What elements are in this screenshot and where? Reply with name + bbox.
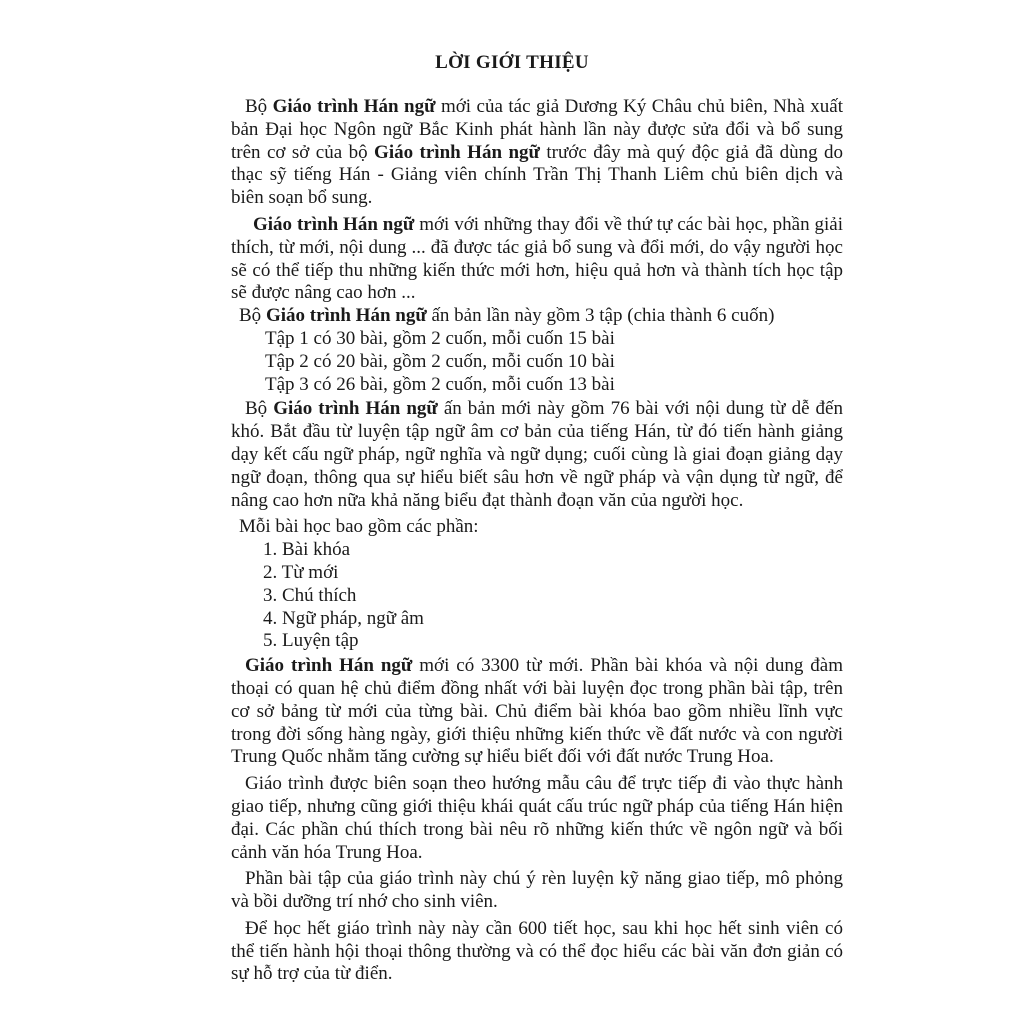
paragraph-structure	[231, 398, 843, 512]
lesson-part-item: 2. Từ mới	[263, 561, 339, 583]
paragraph-vocabulary	[231, 655, 843, 769]
book-name-bold: Giáo trình Hán ngữ	[273, 398, 438, 420]
paragraph-method: Giáo trình được biên soạn theo hướng mẫu câu để trực tiếp đi vào thực hành giao tiếp, nhưng cũng giới thiệu khái quát cấu trúc ngữ pháp của tiếng Hán hiện đại. Các phần chú thích trong bài nêu rõ những kiến thức về ngôn ngữ và bối cảnh văn hóa Trung Hoa.	[231, 773, 843, 863]
paragraph-exercises: Phần bài tập của giáo trình này chú ý rèn luyện kỹ năng giao tiếp, mô phỏng và bồi dưỡng trí nhớ cho sinh viên.	[231, 868, 843, 913]
volume-line: Tập 1 có 30 bài, gồm 2 cuốn, mỗi cuốn 15 bài	[265, 327, 615, 349]
text-run: ấn bản lần này gồm 3 tập (chia thành 6 cuốn)	[426, 305, 775, 327]
book-name-bold: Giáo trình Hán ngữ	[265, 305, 427, 327]
volume-line: Tập 3 có 26 bài, gồm 2 cuốn, mỗi cuốn 13 bài	[265, 373, 615, 395]
paragraph-duration: Để học hết giáo trình này này cần 600 tiết học, sau khi học hết sinh viên có thể tiến hành hội thoại thông thường và có thể đọc hiểu các bài văn đơn giản có sự hỗ trợ của từ điển.	[231, 917, 843, 985]
volumes-intro	[231, 305, 843, 328]
page-title: LỜI GIỚI THIỆU	[435, 52, 589, 73]
lesson-part-item: 5. Luyện tập	[263, 630, 359, 652]
text-run: mới với những thay đổi về thứ tự các bài học, phần giải thích, từ mới, nội dung ... đã được tác giả bổ sung và đổi mới, do vậy người học sẽ có thể tiếp thu những kiến thức mới hơn, hiệu quả hơn và thành tích học tập sẽ được nâng cao hơn ...	[231, 213, 843, 304]
paragraph-changes	[231, 214, 843, 305]
text-run: Bộ	[239, 305, 266, 327]
lesson-part-item: 3. Chú thích	[263, 584, 357, 606]
text-run: trước đây mà quý độc giả đã dùng do thạc sỹ tiếng Hán - Giảng viên chính Trần Thị Thanh Liêm chủ biên dịch và biên soạn bổ sung.	[231, 141, 844, 209]
book-name-bold: Giáo trình Hán ngữ	[253, 213, 415, 235]
paragraph-intro	[231, 96, 843, 210]
text-run: mới của tác giả Dương Ký Châu chủ biên, Nhà xuất bản Đại học Ngôn ngữ Bắc Kinh phát hành lần này được sửa đổi và bổ sung trên cơ sở của bộ	[231, 96, 843, 163]
text-run: Bộ	[245, 96, 273, 117]
book-name-bold: Giáo trình Hán ngữ	[374, 141, 540, 163]
lesson-part-item: 4. Ngữ pháp, ngữ âm	[263, 607, 424, 629]
lessons-intro: Mỗi bài học bao gồm các phần:	[239, 516, 479, 538]
text-run: Bộ	[245, 398, 274, 420]
volume-line: Tập 2 có 20 bài, gồm 2 cuốn, mỗi cuốn 10 bài	[265, 350, 615, 372]
document-body	[231, 96, 843, 990]
text-run: ấn bản mới này gồm 76 bài với nội dung từ dễ đến khó. Bắt đầu từ luyện tập ngữ âm cơ bản của tiếng Hán, từ đó tiến hành giảng dạy kết cấu ngữ pháp, ngữ nghĩa và ngữ dụng; cuối cùng là giai đoạn giảng dạy ngữ đoạn, thông qua sự hiểu biết sâu hơn về ngữ pháp và vận dụng từ ngữ, để nâng cao hơn nữa khả năng biểu đạt thành đoạn văn của người học.	[231, 398, 843, 511]
lesson-part-item: 1. Bài khóa	[263, 539, 351, 561]
text-run: mới có 3300 từ mới. Phần bài khóa và nội dung đàm thoại có quan hệ chủ điểm đồng nhất với bài luyện đọc trong phần bài tập, trên cơ sở bảng từ mới của từng bài. Chủ điểm bài khóa bao gồm nhiều lĩnh vực trong đời sống hàng ngày, giới thiệu những kiến thức về đất nước và con người Trung Quốc nhằm tăng cường sự hiểu biết đối với đất nước Trung Hoa.	[231, 655, 843, 768]
book-name-bold: Giáo trình Hán ngữ	[245, 655, 413, 677]
book-name-bold: Giáo trình Hán ngữ	[272, 96, 436, 117]
